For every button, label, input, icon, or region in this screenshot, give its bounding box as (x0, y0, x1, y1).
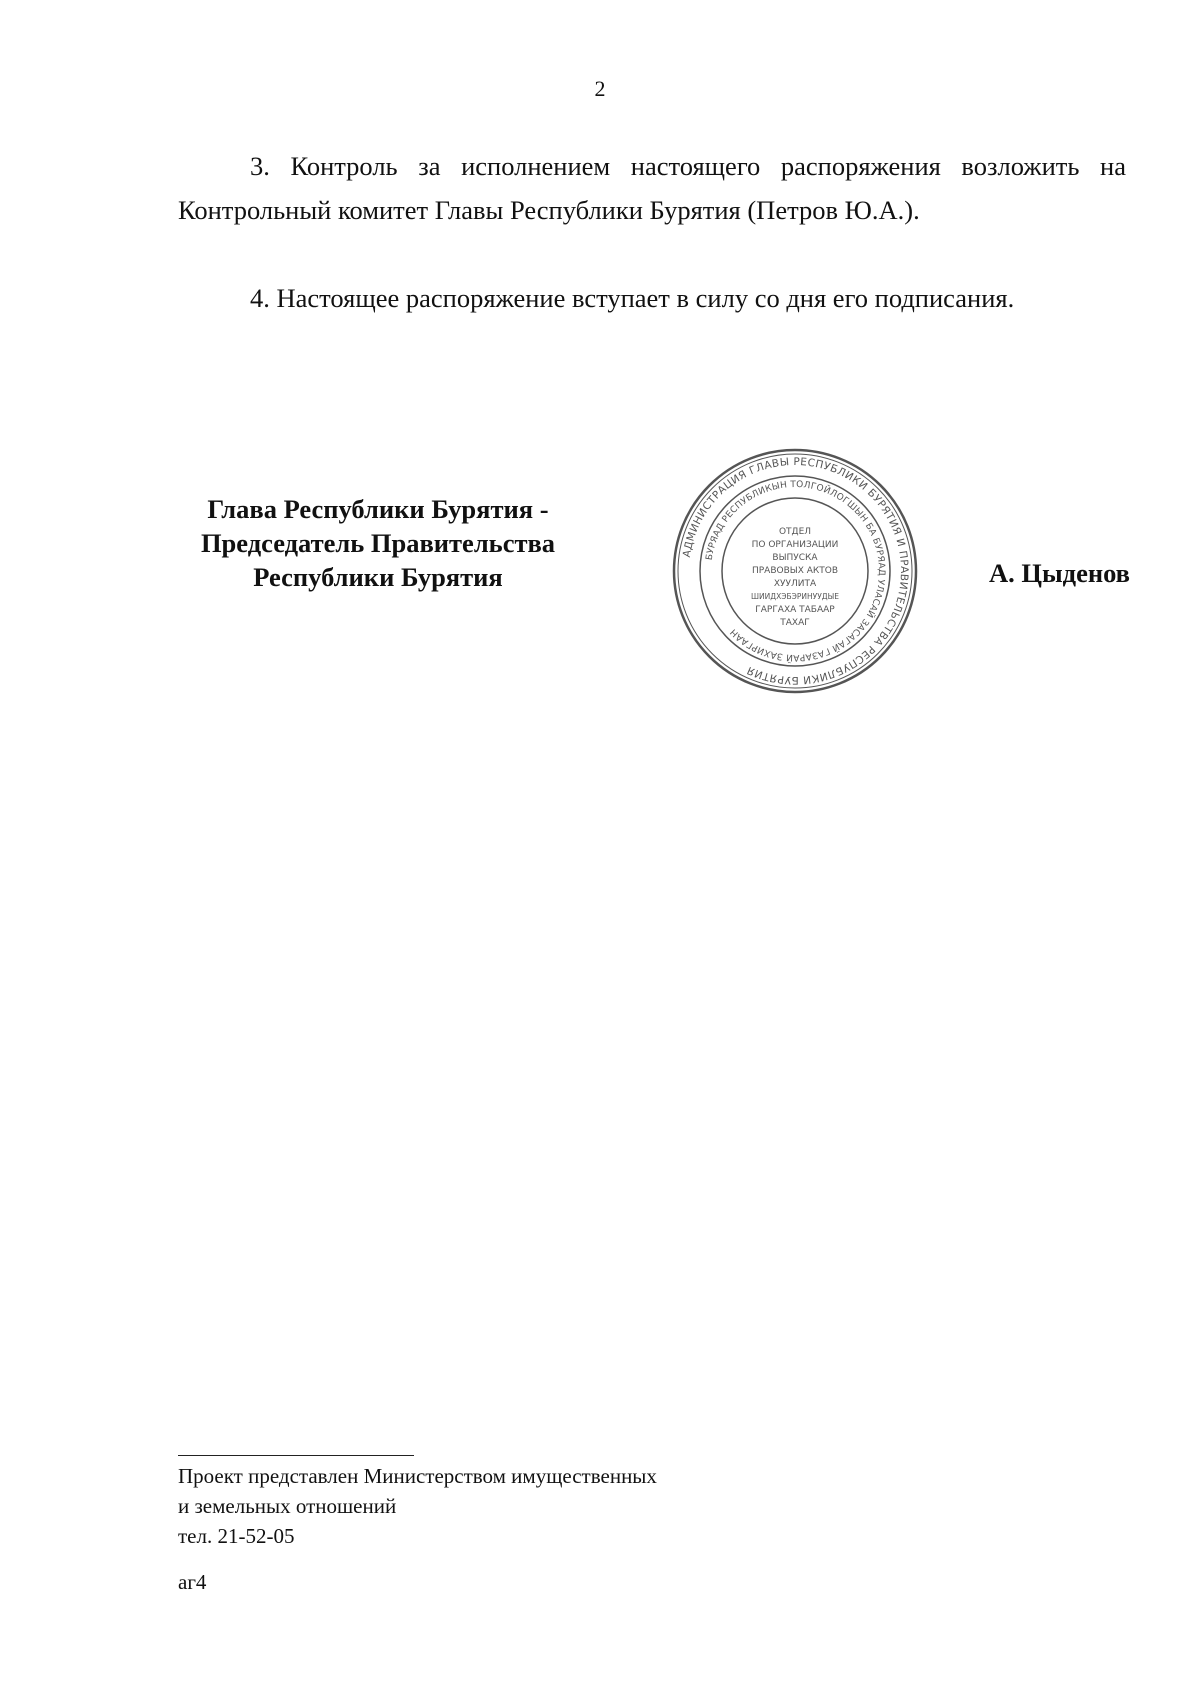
signatory-title-line: Республики Бурятия (253, 562, 503, 592)
signatory-title-line: Глава Республики Бурятия - (207, 494, 549, 524)
paragraph-4 (178, 276, 1126, 320)
page-number: 2 (594, 76, 606, 101)
stamp-center-line: ОТДЕЛ (778, 527, 812, 537)
stamp-center-line: ШИИДХЭБЭРИНУУДЫЕ (751, 592, 839, 601)
footer-line: и земельных отношений (178, 1494, 397, 1518)
stamp-center-line: ХУУЛИТА (773, 579, 817, 589)
paragraph-4-text: 4. Настоящее распоряжение вступает в силу со дня его подписания. (250, 283, 1015, 313)
footer-phone: тел. 21-52-05 (178, 1524, 295, 1548)
stamp-inner-ring-text: БУРЯАД РЕСПУБЛИКЫН ТОЛГОЙЛОГШЫН БА БУРЯАД УЛАСАЙ ЗАСАГАЙ ГАЗАРАЙ ЗАХИРГААН (704, 479, 887, 663)
stamp-center-line: ГАРГАХА ТАБААР (755, 605, 835, 615)
stamp-outer-text: АДМИНИСТРАЦИЯ ГЛАВЫ РЕСПУБЛИКИ БУРЯТИЯ И ПРАВИТЕЛЬСТВА РЕСПУБЛИКИ БУРЯТИЯ (680, 455, 911, 687)
signatory-title-line: Председатель Правительства (200, 528, 556, 558)
paragraph-3 (178, 144, 1126, 232)
paragraph-3-text: 3. Контроль за исполнением настоящего распоряжения возложить на Контрольный комитет Главы Республики Бурятия (Петров Ю.А.). (178, 151, 1126, 225)
stamp-center-line: ВЫПУСКА (772, 553, 818, 563)
signatory-title (168, 492, 588, 594)
footnote-divider (178, 1455, 414, 1456)
footer-line: Проект представлен Министерством имущественных (178, 1464, 657, 1488)
signatory-name: А. Цыденов (988, 558, 1130, 588)
stamp-center-text (751, 527, 839, 628)
document-code: аг4 (178, 1570, 207, 1594)
stamp-center-line: ТАХАГ (780, 618, 810, 628)
footer-note (178, 1461, 657, 1551)
stamp-center-line: ПО ОРГАНИЗАЦИИ (751, 540, 839, 550)
stamp-center-line: ПРАВОВЫХ АКТОВ (751, 566, 839, 576)
official-stamp (670, 446, 920, 696)
